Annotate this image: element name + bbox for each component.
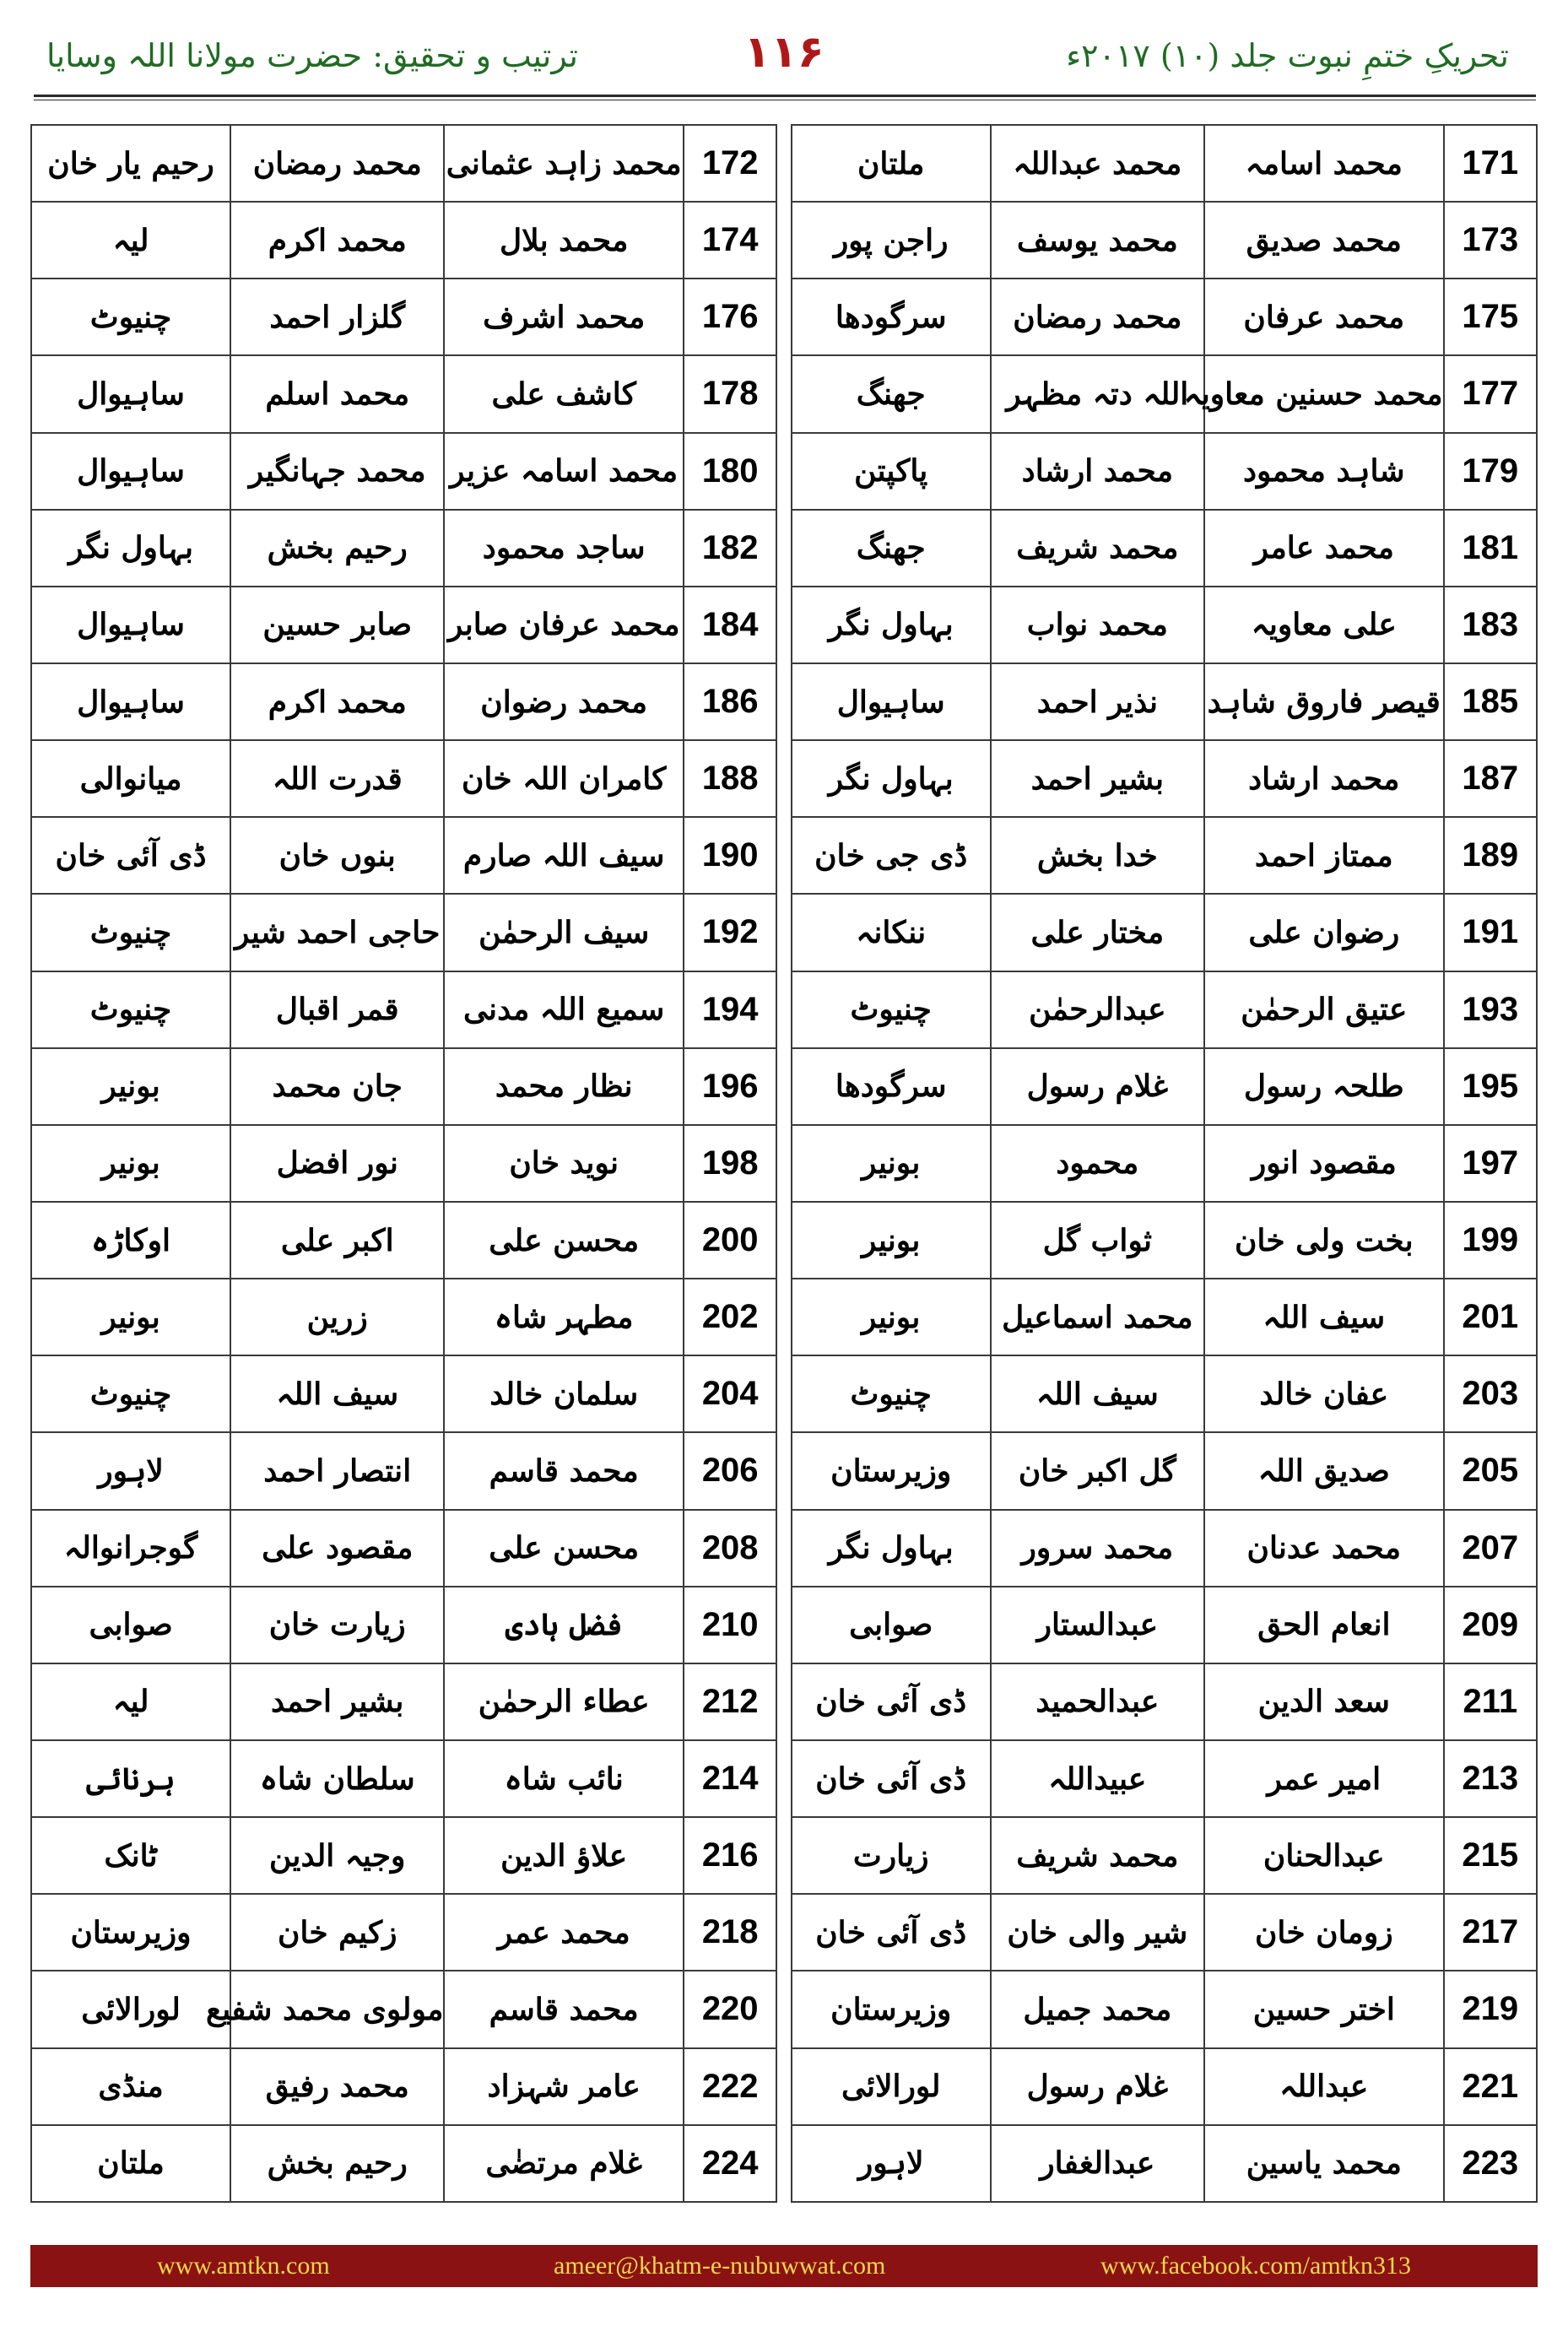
serial-number-cell: 195 — [1444, 1048, 1537, 1125]
father-name-cell: گل اکبر خان — [991, 1432, 1204, 1509]
city-name-cell: ساہیوال — [31, 433, 230, 510]
person-name-cell: محمد زاہد عثمانی — [444, 125, 684, 202]
column-gap — [776, 1587, 791, 1663]
serial-number-cell: 203 — [1444, 1355, 1537, 1432]
serial-number-cell: 181 — [1444, 510, 1537, 587]
page-header — [0, 17, 1568, 84]
person-name-cell: بخت ولی خان — [1204, 1202, 1444, 1279]
serial-number-cell: 205 — [1444, 1432, 1537, 1509]
city-name-cell: ڈی آئی خان — [792, 1740, 991, 1817]
table-row — [31, 740, 1537, 817]
father-name-cell: قدرت اللہ — [230, 740, 444, 817]
city-name-cell: سرگودھا — [792, 1048, 991, 1125]
serial-number-cell: 182 — [684, 510, 776, 587]
table-row — [31, 1202, 1537, 1279]
serial-number-cell: 199 — [1444, 1202, 1537, 1279]
serial-number-cell: 216 — [684, 1817, 776, 1894]
column-gap — [776, 817, 791, 894]
father-name-cell: محمد اکرم — [230, 663, 444, 740]
serial-number-cell: 190 — [684, 817, 776, 894]
table-row — [31, 1048, 1537, 1125]
father-name-cell: مقصود علی — [230, 1510, 444, 1587]
serial-number-cell: 223 — [1444, 2125, 1537, 2202]
city-name-cell: ڈی آئی خان — [792, 1663, 991, 1740]
table-row — [31, 510, 1537, 587]
serial-number-cell: 217 — [1444, 1894, 1537, 1971]
serial-number-cell: 210 — [684, 1587, 776, 1663]
city-name-cell: رحیم یار خان — [31, 125, 230, 202]
table-body — [31, 125, 1537, 2202]
serial-number-cell: 208 — [684, 1510, 776, 1587]
column-gap — [776, 740, 791, 817]
table-row — [31, 2048, 1537, 2125]
column-gap — [776, 1817, 791, 1894]
father-name-cell: محمد عبداللہ — [991, 125, 1204, 202]
email-link[interactable]: ameer@khatm-e-nubuwwat.com — [554, 2252, 886, 2280]
person-name-cell: عبداللہ — [1204, 2048, 1444, 2125]
city-name-cell: ساہیوال — [31, 663, 230, 740]
person-name-cell: فضل ہادی — [444, 1587, 684, 1663]
city-name-cell: ٹانک — [31, 1817, 230, 1894]
city-name-cell: لیہ — [31, 1663, 230, 1740]
column-gap — [776, 125, 791, 202]
serial-number-cell: 197 — [1444, 1125, 1537, 1202]
person-name-cell: علی معاویہ — [1204, 587, 1444, 663]
father-name-cell: محمد اکرم — [230, 202, 444, 279]
father-name-cell: محمد رفیق — [230, 2048, 444, 2125]
father-name-cell: وجیہ الدین — [230, 1817, 444, 1894]
person-name-cell: محمد بلال — [444, 202, 684, 279]
person-name-cell: غلام مرتضٰی — [444, 2125, 684, 2202]
father-name-cell: عبدالرحمٰن — [991, 971, 1204, 1048]
city-name-cell: بونیر — [31, 1279, 230, 1355]
father-name-cell: محمد سرور — [991, 1510, 1204, 1587]
serial-number-cell: 209 — [1444, 1587, 1537, 1663]
person-name-cell: شاہد محمود — [1204, 433, 1444, 510]
father-name-cell: جان محمد — [230, 1048, 444, 1125]
father-name-cell: انتصار احمد — [230, 1432, 444, 1509]
serial-number-cell: 185 — [1444, 663, 1537, 740]
column-gap — [776, 1740, 791, 1817]
table-row — [31, 1587, 1537, 1663]
father-name-cell: عبدالغفار — [991, 2125, 1204, 2202]
city-name-cell: چنیوٹ — [31, 894, 230, 971]
person-name-cell: ممتاز احمد — [1204, 817, 1444, 894]
person-name-cell: مقصود انور — [1204, 1125, 1444, 1202]
serial-number-cell: 221 — [1444, 2048, 1537, 2125]
father-name-cell: ثواب گل — [991, 1202, 1204, 1279]
serial-number-cell: 171 — [1444, 125, 1537, 202]
person-name-cell: محمد عرفان — [1204, 279, 1444, 355]
city-name-cell: بہاول نگر — [792, 740, 991, 817]
father-name-cell: زرین — [230, 1279, 444, 1355]
city-name-cell: جھنگ — [792, 355, 991, 432]
city-name-cell: ڈی آئی خان — [31, 817, 230, 894]
person-name-cell: نظار محمد — [444, 1048, 684, 1125]
person-name-cell: محسن علی — [444, 1202, 684, 1279]
serial-number-cell: 172 — [684, 125, 776, 202]
serial-number-cell: 180 — [684, 433, 776, 510]
column-gap — [776, 279, 791, 355]
table-row — [31, 1125, 1537, 1202]
serial-number-cell: 188 — [684, 740, 776, 817]
city-name-cell: منڈی — [31, 2048, 230, 2125]
serial-number-cell: 201 — [1444, 1279, 1537, 1355]
person-name-cell: سیف الرحمٰن — [444, 894, 684, 971]
person-name-cell: محمد قاسم — [444, 1971, 684, 2047]
person-name-cell: عتیق الرحمٰن — [1204, 971, 1444, 1048]
person-name-cell: زومان خان — [1204, 1894, 1444, 1971]
city-name-cell: ننکانہ — [792, 894, 991, 971]
person-name-cell: اختر حسین — [1204, 1971, 1444, 2047]
serial-number-cell: 187 — [1444, 740, 1537, 817]
father-name-cell: سلطان شاہ — [230, 1740, 444, 1817]
serial-number-cell: 202 — [684, 1279, 776, 1355]
city-name-cell: لاہور — [31, 1432, 230, 1509]
table-row — [31, 1817, 1537, 1894]
column-gap — [776, 355, 791, 432]
person-name-cell: محمد صدیق — [1204, 202, 1444, 279]
person-name-cell: طلحہ رسول — [1204, 1048, 1444, 1125]
serial-number-cell: 193 — [1444, 971, 1537, 1048]
serial-number-cell: 206 — [684, 1432, 776, 1509]
serial-number-cell: 222 — [684, 2048, 776, 2125]
city-name-cell: بہاول نگر — [31, 510, 230, 587]
table-row — [31, 1663, 1537, 1740]
father-name-cell: نور افضل — [230, 1125, 444, 1202]
column-gap — [776, 1432, 791, 1509]
serial-number-cell: 179 — [1444, 433, 1537, 510]
column-gap — [776, 202, 791, 279]
city-name-cell: ساہیوال — [792, 663, 991, 740]
table-row — [31, 894, 1537, 971]
column-gap — [776, 1125, 791, 1202]
person-name-cell: محمد رضوان — [444, 663, 684, 740]
column-gap — [776, 587, 791, 663]
serial-number-cell: 200 — [684, 1202, 776, 1279]
city-name-cell: بونیر — [792, 1125, 991, 1202]
person-name-cell: محمد عمر — [444, 1894, 684, 1971]
father-name-cell: صابر حسین — [230, 587, 444, 663]
person-name-cell: محمد اسامہ عزیر — [444, 433, 684, 510]
father-name-cell: بنوں خان — [230, 817, 444, 894]
father-name-cell: حاجی احمد شیر — [230, 894, 444, 971]
table-row — [31, 2125, 1537, 2202]
father-name-cell: رحیم بخش — [230, 2125, 444, 2202]
person-name-cell: محمد اسامہ — [1204, 125, 1444, 202]
person-name-cell: مطہر شاہ — [444, 1279, 684, 1355]
table-row — [31, 1432, 1537, 1509]
serial-number-cell: 184 — [684, 587, 776, 663]
column-gap — [776, 663, 791, 740]
header-divider — [34, 95, 1536, 100]
person-name-cell: قیصر فاروق شاہد — [1204, 663, 1444, 740]
serial-number-cell: 174 — [684, 202, 776, 279]
city-name-cell: چنیوٹ — [792, 971, 991, 1048]
serial-number-cell: 204 — [684, 1355, 776, 1432]
person-name-cell: سعد الدین — [1204, 1663, 1444, 1740]
father-name-cell: اکبر علی — [230, 1202, 444, 1279]
city-name-cell: بونیر — [792, 1202, 991, 1279]
person-name-cell: انعام الحق — [1204, 1587, 1444, 1663]
city-name-cell: اوکاڑہ — [31, 1202, 230, 1279]
serial-number-cell: 186 — [684, 663, 776, 740]
table-row — [31, 125, 1537, 202]
serial-number-cell: 207 — [1444, 1510, 1537, 1587]
serial-number-cell: 178 — [684, 355, 776, 432]
table-row — [31, 1279, 1537, 1355]
table-row — [31, 355, 1537, 432]
father-name-cell: محمد رمضان — [230, 125, 444, 202]
serial-number-cell: 189 — [1444, 817, 1537, 894]
person-name-cell: محمد اشرف — [444, 279, 684, 355]
father-name-cell: مولوی محمد شفیع — [230, 1971, 444, 2047]
serial-number-cell: 211 — [1444, 1663, 1537, 1740]
father-name-cell: عبدالستار — [991, 1587, 1204, 1663]
person-name-cell: محسن علی — [444, 1510, 684, 1587]
column-gap — [776, 1894, 791, 1971]
city-name-cell: لورالائی — [792, 2048, 991, 2125]
person-name-cell: محمد قاسم — [444, 1432, 684, 1509]
names-table — [30, 124, 1538, 2203]
person-name-cell: رضوان علی — [1204, 894, 1444, 971]
city-name-cell: میانوالی — [31, 740, 230, 817]
table-row — [31, 1740, 1537, 1817]
city-name-cell: ساہیوال — [31, 355, 230, 432]
person-name-cell: محمد عرفان صابر — [444, 587, 684, 663]
father-name-cell: محمد ارشاد — [991, 433, 1204, 510]
serial-number-cell: 175 — [1444, 279, 1537, 355]
column-gap — [776, 971, 791, 1048]
city-name-cell: لیہ — [31, 202, 230, 279]
serial-number-cell: 173 — [1444, 202, 1537, 279]
website-link[interactable]: www.amtkn.com — [157, 2252, 330, 2280]
city-name-cell: چنیوٹ — [792, 1355, 991, 1432]
column-gap — [776, 2048, 791, 2125]
serial-number-cell: 183 — [1444, 587, 1537, 663]
serial-number-cell: 220 — [684, 1971, 776, 2047]
father-name-cell: شیر والی خان — [991, 1894, 1204, 1971]
person-name-cell: سیف اللہ صارم — [444, 817, 684, 894]
table-row — [31, 1971, 1537, 2047]
table-row — [31, 433, 1537, 510]
city-name-cell: لورالائی — [31, 1971, 230, 2047]
city-name-cell: لاہور — [792, 2125, 991, 2202]
serial-number-cell: 224 — [684, 2125, 776, 2202]
father-name-cell: محمد رمضان — [991, 279, 1204, 355]
person-name-cell: عفان خالد — [1204, 1355, 1444, 1432]
person-name-cell: محمد ارشاد — [1204, 740, 1444, 817]
father-name-cell: اللہ دتہ مظہر — [991, 355, 1204, 432]
father-name-cell: محمد نواب — [991, 587, 1204, 663]
father-name-cell: عبدالحمید — [991, 1663, 1204, 1740]
person-name-cell: سلمان خالد — [444, 1355, 684, 1432]
city-name-cell: وزیرستان — [31, 1894, 230, 1971]
city-name-cell: ڈی جی خان — [792, 817, 991, 894]
person-name-cell: سیف اللہ — [1204, 1279, 1444, 1355]
father-name-cell: محمد اسماعیل — [991, 1279, 1204, 1355]
father-name-cell: زکیم خان — [230, 1894, 444, 1971]
person-name-cell: محمد حسنین معاویہ — [1204, 355, 1444, 432]
father-name-cell: محمد اسلم — [230, 355, 444, 432]
person-name-cell: عامر شہزاد — [444, 2048, 684, 2125]
city-name-cell: ہرنائی — [31, 1740, 230, 1817]
father-name-cell: نذیر احمد — [991, 663, 1204, 740]
table-row — [31, 1894, 1537, 1971]
serial-number-cell: 194 — [684, 971, 776, 1048]
column-gap — [776, 1663, 791, 1740]
father-name-cell: خدا بخش — [991, 817, 1204, 894]
column-gap — [776, 894, 791, 971]
father-name-cell: سیف اللہ — [991, 1355, 1204, 1432]
city-name-cell: جھنگ — [792, 510, 991, 587]
column-gap — [776, 2125, 791, 2202]
serial-number-cell: 213 — [1444, 1740, 1537, 1817]
city-name-cell: زیارت — [792, 1817, 991, 1894]
person-name-cell: عبدالحنان — [1204, 1817, 1444, 1894]
table-row — [31, 663, 1537, 740]
column-gap — [776, 1510, 791, 1587]
book-title: تحریکِ ختمِ نبوت جلد (۱۰) ۲۰۱۷ء — [1066, 37, 1509, 74]
column-gap — [776, 1202, 791, 1279]
father-name-cell: قمر اقبال — [230, 971, 444, 1048]
table-row — [31, 279, 1537, 355]
serial-number-cell: 212 — [684, 1663, 776, 1740]
facebook-link[interactable]: www.facebook.com/amtkn313 — [1100, 2252, 1411, 2280]
father-name-cell: بشیر احمد — [991, 740, 1204, 817]
serial-number-cell: 215 — [1444, 1817, 1537, 1894]
city-name-cell: چنیوٹ — [31, 279, 230, 355]
person-name-cell: ساجد محمود — [444, 510, 684, 587]
city-name-cell: بہاول نگر — [792, 587, 991, 663]
column-gap — [776, 510, 791, 587]
person-name-cell: کامران اللہ خان — [444, 740, 684, 817]
city-name-cell: وزیرستان — [792, 1432, 991, 1509]
city-name-cell: صوابی — [792, 1587, 991, 1663]
city-name-cell: ملتان — [792, 125, 991, 202]
serial-number-cell: 176 — [684, 279, 776, 355]
person-name-cell: نوید خان — [444, 1125, 684, 1202]
city-name-cell: ملتان — [31, 2125, 230, 2202]
table-row — [31, 1510, 1537, 1587]
column-gap — [776, 1355, 791, 1432]
father-name-cell: محمد شریف — [991, 510, 1204, 587]
compiler-credit: ترتیب و تحقیق: حضرت مولانا اللہ وسایا — [46, 37, 578, 74]
city-name-cell: بہاول نگر — [792, 1510, 991, 1587]
father-name-cell: محمود — [991, 1125, 1204, 1202]
person-name-cell: علاؤ الدین — [444, 1817, 684, 1894]
city-name-cell: پاکپتن — [792, 433, 991, 510]
city-name-cell: ساہیوال — [31, 587, 230, 663]
father-name-cell: محمد جہانگیر — [230, 433, 444, 510]
column-gap — [776, 1971, 791, 2047]
father-name-cell: بشیر احمد — [230, 1663, 444, 1740]
father-name-cell: عبیداللہ — [991, 1740, 1204, 1817]
serial-number-cell: 177 — [1444, 355, 1537, 432]
city-name-cell: صوابی — [31, 1587, 230, 1663]
serial-number-cell: 192 — [684, 894, 776, 971]
serial-number-cell: 191 — [1444, 894, 1537, 971]
city-name-cell: بونیر — [792, 1279, 991, 1355]
person-name-cell: محمد عامر — [1204, 510, 1444, 587]
city-name-cell: سرگودھا — [792, 279, 991, 355]
father-name-cell: محمد یوسف — [991, 202, 1204, 279]
serial-number-cell: 214 — [684, 1740, 776, 1817]
page-footer — [30, 2245, 1538, 2287]
page-number: ۱۱۶ — [743, 27, 825, 78]
father-name-cell: گلزار احمد — [230, 279, 444, 355]
city-name-cell: چنیوٹ — [31, 1355, 230, 1432]
column-gap — [776, 433, 791, 510]
person-name-cell: محمد یاسین — [1204, 2125, 1444, 2202]
father-name-cell: زیارت خان — [230, 1587, 444, 1663]
person-name-cell: عطاء الرحمٰن — [444, 1663, 684, 1740]
city-name-cell: راجن پور — [792, 202, 991, 279]
column-gap — [776, 1279, 791, 1355]
column-gap — [776, 1048, 791, 1125]
person-name-cell: سمیع اللہ مدنی — [444, 971, 684, 1048]
table-row — [31, 202, 1537, 279]
person-name-cell: امیر عمر — [1204, 1740, 1444, 1817]
father-name-cell: سیف اللہ — [230, 1355, 444, 1432]
city-name-cell: گوجرانوالہ — [31, 1510, 230, 1587]
table-row — [31, 587, 1537, 663]
person-name-cell: صدیق اللہ — [1204, 1432, 1444, 1509]
table-row — [31, 1355, 1537, 1432]
serial-number-cell: 219 — [1444, 1971, 1537, 2047]
father-name-cell: رحیم بخش — [230, 510, 444, 587]
table-row — [31, 817, 1537, 894]
serial-number-cell: 196 — [684, 1048, 776, 1125]
father-name-cell: محمد جمیل — [991, 1971, 1204, 2047]
city-name-cell: بونیر — [31, 1048, 230, 1125]
city-name-cell: ڈی آئی خان — [792, 1894, 991, 1971]
father-name-cell: محمد شریف — [991, 1817, 1204, 1894]
city-name-cell: وزیرستان — [792, 1971, 991, 2047]
city-name-cell: بونیر — [31, 1125, 230, 1202]
father-name-cell: غلام رسول — [991, 2048, 1204, 2125]
person-name-cell: نائب شاہ — [444, 1740, 684, 1817]
serial-number-cell: 218 — [684, 1894, 776, 1971]
table-row — [31, 971, 1537, 1048]
person-name-cell: محمد عدنان — [1204, 1510, 1444, 1587]
father-name-cell: غلام رسول — [991, 1048, 1204, 1125]
person-name-cell: کاشف علی — [444, 355, 684, 432]
serial-number-cell: 198 — [684, 1125, 776, 1202]
father-name-cell: مختار علی — [991, 894, 1204, 971]
city-name-cell: چنیوٹ — [31, 971, 230, 1048]
